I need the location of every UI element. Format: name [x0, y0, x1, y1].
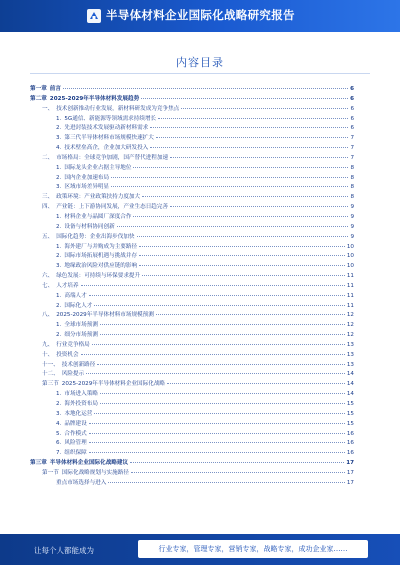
toc-entry-label: 高端人才 [64, 292, 87, 299]
toc-entry-number: 一、 [42, 105, 54, 112]
toc-entry-label: 产业链：上下游协同发展，产业生态日趋完善 [56, 204, 169, 211]
toc-entry[interactable] [30, 123, 354, 133]
toc-entry-label: 市场格局：全球竞争加剧，国产替代进程加速 [56, 154, 169, 161]
toc-entry-label: 细分市场预测 [64, 332, 98, 339]
toc-entry-label: 区域市场差异明显 [64, 184, 110, 191]
toc-leader-dots [81, 354, 345, 355]
toc-leader-dots [89, 442, 345, 443]
toc-leader-dots [63, 88, 348, 89]
toc-leader-dots [81, 285, 345, 286]
toc-entry[interactable] [30, 409, 354, 419]
toc-leader-dots [89, 295, 345, 296]
toc-entry-number: 1. [56, 322, 62, 329]
toc-entry-number: 八、 [42, 312, 54, 319]
toc-page-number: 8 [350, 174, 354, 181]
toc-leader-dots [141, 98, 348, 99]
toc-entry[interactable] [30, 379, 354, 389]
toc-leader-dots [156, 137, 349, 138]
toc-entry-label: 地缘政治风险对供应链的影响 [64, 263, 138, 270]
page-footer [0, 534, 400, 565]
toc-entry-number: 1. [56, 164, 62, 171]
toc-leader-dots [131, 472, 345, 473]
toc-divider [30, 73, 370, 74]
toc-entry-label: 国际化人才 [64, 302, 93, 309]
toc-entry-number: 六、 [42, 273, 54, 280]
toc-leader-dots [137, 236, 349, 237]
toc-heading: 内容目录 [176, 56, 224, 69]
toc-entry[interactable] [30, 291, 354, 301]
toc-entry[interactable] [30, 251, 354, 261]
toc-entry-label: 技术创新路径 [61, 361, 96, 368]
toc-entry-number: 2. [56, 332, 62, 339]
toc-entry[interactable] [30, 369, 354, 379]
toc-entry-number: 3. [56, 184, 62, 191]
toc-page-number: 17 [346, 479, 354, 486]
toc-page-number: 10 [346, 253, 354, 260]
toc-page-number: 6 [350, 115, 354, 122]
toc-page-number: 15 [346, 420, 354, 427]
toc-page-number: 6 [350, 86, 354, 92]
toc-entry-label: 人才培养 [56, 282, 79, 289]
toc-page-number: 7 [350, 145, 354, 152]
toc-page-number: 9 [350, 223, 354, 230]
toc-entry-label: 2025-2029年半导体材料企业国际化战略 [61, 381, 166, 388]
toc-page-number: 14 [346, 391, 354, 398]
toc-entry-label: 重点市场选择与进入 [56, 479, 107, 486]
toc-entry[interactable] [30, 399, 354, 409]
toc-entry[interactable] [30, 84, 354, 94]
toc-entry[interactable] [30, 301, 354, 311]
toc-entry-label: 国际化战略规划与实施路径 [61, 469, 129, 476]
toc-entry[interactable] [30, 94, 354, 104]
toc-page-number: 7 [350, 154, 354, 161]
toc-leader-dots [139, 265, 345, 266]
toc-entry-number: 1. [56, 243, 62, 250]
toc-leader-dots [100, 393, 345, 394]
toc-leader-dots [89, 423, 345, 424]
toc-page-number: 13 [346, 341, 354, 348]
toc-leader-dots [170, 157, 348, 158]
toc-entry[interactable] [30, 340, 354, 350]
toc-entry[interactable] [30, 429, 354, 439]
toc-entry-label: 第三代半导体材料市场规模快速扩大 [64, 135, 154, 142]
toc-entry-number: 3. [56, 410, 62, 417]
toc-entry-number: 2. [56, 302, 62, 309]
toc-leader-dots [130, 462, 344, 463]
toc-entry[interactable] [30, 114, 354, 124]
toc-entry-label: 品牌建设 [64, 420, 87, 427]
table-of-contents [30, 84, 354, 488]
toc-leader-dots [111, 177, 348, 178]
toc-entry[interactable] [30, 389, 354, 399]
toc-entry[interactable] [30, 242, 354, 252]
toc-leader-dots [133, 216, 348, 217]
toc-page-number: 9 [350, 233, 354, 240]
toc-entry[interactable] [30, 153, 354, 163]
toc-page-number: 10 [346, 263, 354, 270]
toc-page-number: 16 [346, 440, 354, 447]
toc-entry-number: 1. [56, 391, 62, 398]
toc-entry-number: 第一章 [30, 86, 47, 92]
toc-entry-label: 市场进入策略 [64, 391, 98, 398]
toc-entry-label: 投资机会 [56, 351, 79, 358]
toc-entry[interactable] [30, 438, 354, 448]
toc-leader-dots [142, 196, 348, 197]
toc-entry[interactable] [30, 360, 354, 370]
toc-entry-number: 三、 [42, 194, 54, 201]
toc-leader-dots [142, 275, 345, 276]
toc-entry-label: 5G通信、新能源等领域需求持续增长 [64, 115, 157, 122]
toc-entry-number: 4. [56, 420, 62, 427]
toc-entry[interactable] [30, 468, 354, 478]
toc-entry[interactable] [30, 192, 354, 202]
toc-entry-label: 国际龙头企业占据主导地位 [64, 164, 132, 171]
toc-entry-label: 国际市场拓展机遇与挑战并存 [64, 253, 138, 260]
toc-page-number: 10 [346, 243, 354, 250]
org-logo-icon [86, 8, 102, 24]
toc-entry-label: 行业竞争格局 [56, 341, 90, 348]
toc-leader-dots [167, 383, 345, 384]
toc-entry-number: 四、 [42, 204, 54, 211]
toc-page-number: 11 [346, 273, 354, 280]
toc-leader-dots [133, 167, 348, 168]
toc-page-number: 8 [350, 164, 354, 171]
toc-entry-label: 风险提示 [61, 371, 85, 378]
toc-entry-number: 1. [56, 292, 62, 299]
toc-leader-dots [150, 147, 348, 148]
toc-entry-label: 设备与材料协同创新 [64, 223, 115, 230]
toc-entry-number: 4. [56, 145, 62, 152]
toc-leader-dots [156, 314, 345, 315]
toc-entry-label: 政策环境：产业政策扶持力度加大 [56, 194, 141, 201]
toc-entry-label: 先进封装技术发展驱动新材料需求 [64, 125, 149, 132]
toc-entry[interactable] [30, 222, 354, 232]
toc-page-number: 8 [350, 184, 354, 191]
toc-leader-dots [108, 482, 345, 483]
toc-leader-dots [97, 364, 345, 365]
toc-entry-label: 风险管理 [64, 440, 87, 447]
toc-page-number: 16 [346, 430, 354, 437]
toc-entry[interactable] [30, 182, 354, 192]
toc-entry-number: 1. [56, 213, 62, 220]
toc-leader-dots [86, 373, 345, 374]
toc-entry-number: 十、 [42, 351, 54, 358]
toc-leader-dots [139, 255, 345, 256]
toc-page-number: 7 [350, 135, 354, 142]
toc-entry-number: 7. [56, 450, 62, 457]
toc-page-number: 11 [346, 292, 354, 299]
toc-leader-dots [158, 118, 348, 119]
toc-entry-number: 五、 [42, 233, 54, 240]
toc-leader-dots [139, 246, 345, 247]
toc-entry[interactable] [30, 350, 354, 360]
toc-entry-number: 第一节 [42, 469, 59, 476]
toc-page-number: 12 [346, 312, 354, 319]
toc-entry-label: 技术壁垒高企，企业加大研发投入 [64, 145, 149, 152]
toc-entry[interactable] [30, 310, 354, 320]
toc-entry-label: 全球市场预测 [64, 322, 98, 329]
toc-entry[interactable] [30, 173, 354, 183]
report-title: 半导体材料企业国际化战略研究报告 [106, 8, 295, 22]
toc-leader-dots [100, 334, 345, 335]
toc-entry-number: 第三节 [42, 381, 59, 388]
footer-badge [138, 540, 368, 558]
toc-entry[interactable] [30, 104, 354, 114]
toc-entry[interactable] [30, 261, 354, 271]
toc-entry[interactable] [30, 458, 354, 468]
toc-entry-label: 国内企业加速布局 [64, 174, 110, 181]
toc-entry[interactable] [30, 478, 354, 488]
toc-page-number: 12 [346, 332, 354, 339]
toc-leader-dots [94, 413, 345, 414]
toc-leader-dots [89, 433, 345, 434]
toc-page-number: 11 [346, 282, 354, 289]
toc-entry-number: 2. [56, 174, 62, 181]
toc-entry-number: 第三章 [30, 460, 47, 467]
toc-entry[interactable] [30, 330, 354, 340]
toc-entry-number: 2. [56, 223, 62, 230]
toc-leader-dots [89, 452, 345, 453]
toc-entry-number: 第二章 [30, 95, 47, 102]
toc-page-number: 14 [346, 371, 354, 378]
toc-page-number: 13 [346, 361, 354, 368]
toc-entry-label: 组织保障 [64, 450, 87, 457]
toc-entry[interactable] [30, 133, 354, 143]
footer-badge-text: 行业专家，管理专家，营销专家，战略专家，成功企业家…… [158, 545, 348, 553]
toc-page-number: 11 [346, 302, 354, 309]
toc-entry[interactable] [30, 271, 354, 281]
toc-entry-label: 2025-2029年半导体材料市场规模预测 [56, 312, 154, 319]
toc-leader-dots [100, 324, 345, 325]
toc-entry-label: 绿色发展：可持续与环保要求提升 [56, 273, 141, 280]
toc-entry-number: 九、 [42, 341, 54, 348]
toc-entry[interactable] [30, 202, 354, 212]
toc-page-number: 15 [346, 410, 354, 417]
toc-page-number: 16 [346, 450, 354, 457]
toc-entry[interactable] [30, 143, 354, 153]
toc-entry-label: 本地化运营 [64, 410, 93, 417]
toc-page-number: 6 [350, 105, 354, 112]
toc-entry-label: 技术创新推动行业发展，新材料研发成为竞争焦点 [56, 105, 180, 112]
toc-entry-label: 合作模式 [64, 430, 87, 437]
toc-page-number: 14 [346, 381, 354, 388]
toc-entry-label: 2025-2029年半导体材料发展趋势 [49, 95, 140, 102]
toc-leader-dots [100, 403, 345, 404]
toc-entry-number: 2. [56, 401, 62, 407]
toc-entry-label: 材料企业与晶圆厂深度合作 [64, 213, 132, 220]
toc-page-number: 8 [350, 194, 354, 201]
toc-entry[interactable] [30, 419, 354, 429]
toc-entry-label: 海外建厂与并购成为主要路径 [64, 243, 138, 250]
toc-entry-label: 海外投资布局 [64, 401, 98, 407]
toc-entry[interactable] [30, 448, 354, 458]
toc-entry[interactable] [30, 320, 354, 330]
toc-page-number: 15 [346, 401, 354, 407]
toc-entry-number: 十一、 [42, 361, 59, 368]
toc-entry-number: 十二、 [42, 371, 59, 378]
toc-entry-number: 2. [56, 253, 62, 260]
toc-leader-dots [117, 226, 349, 227]
toc-page-number: 17 [346, 460, 354, 467]
toc-entry-number: 3. [56, 263, 62, 270]
toc-leader-dots [111, 186, 348, 187]
toc-leader-dots [94, 305, 345, 306]
toc-page-number: 13 [346, 351, 354, 358]
toc-entry-number: 6. [56, 440, 62, 447]
toc-entry-number: 3. [56, 135, 62, 142]
toc-entry-number: 5. [56, 430, 62, 437]
toc-leader-dots [181, 108, 348, 109]
toc-entry-label: 前言 [49, 86, 61, 92]
toc-entry[interactable] [30, 163, 354, 173]
toc-page-number: 17 [346, 469, 354, 476]
toc-page-number: 9 [350, 213, 354, 220]
footer-slogan: 让每个人都能成为 [34, 546, 94, 555]
toc-entry-number: 2. [56, 125, 62, 132]
toc-entry-label: 半导体材料企业国际化战略建议 [49, 460, 129, 467]
toc-entry-number: 1. [56, 115, 62, 122]
toc-entry[interactable] [30, 281, 354, 291]
toc-entry[interactable] [30, 232, 354, 242]
toc-leader-dots [150, 127, 348, 128]
toc-leader-dots [170, 206, 348, 207]
toc-page-number: 6 [350, 95, 354, 102]
toc-entry[interactable] [30, 212, 354, 222]
page-header [0, 0, 400, 32]
toc-leader-dots [92, 344, 345, 345]
toc-page-number: 12 [346, 322, 354, 329]
toc-page-number: 6 [350, 125, 354, 132]
toc-page-number: 9 [350, 204, 354, 211]
toc-entry-number: 七、 [42, 282, 54, 289]
toc-entry-number: 二、 [42, 154, 54, 161]
toc-entry-label: 国际化趋势：企业出海步伐加快 [56, 233, 135, 240]
